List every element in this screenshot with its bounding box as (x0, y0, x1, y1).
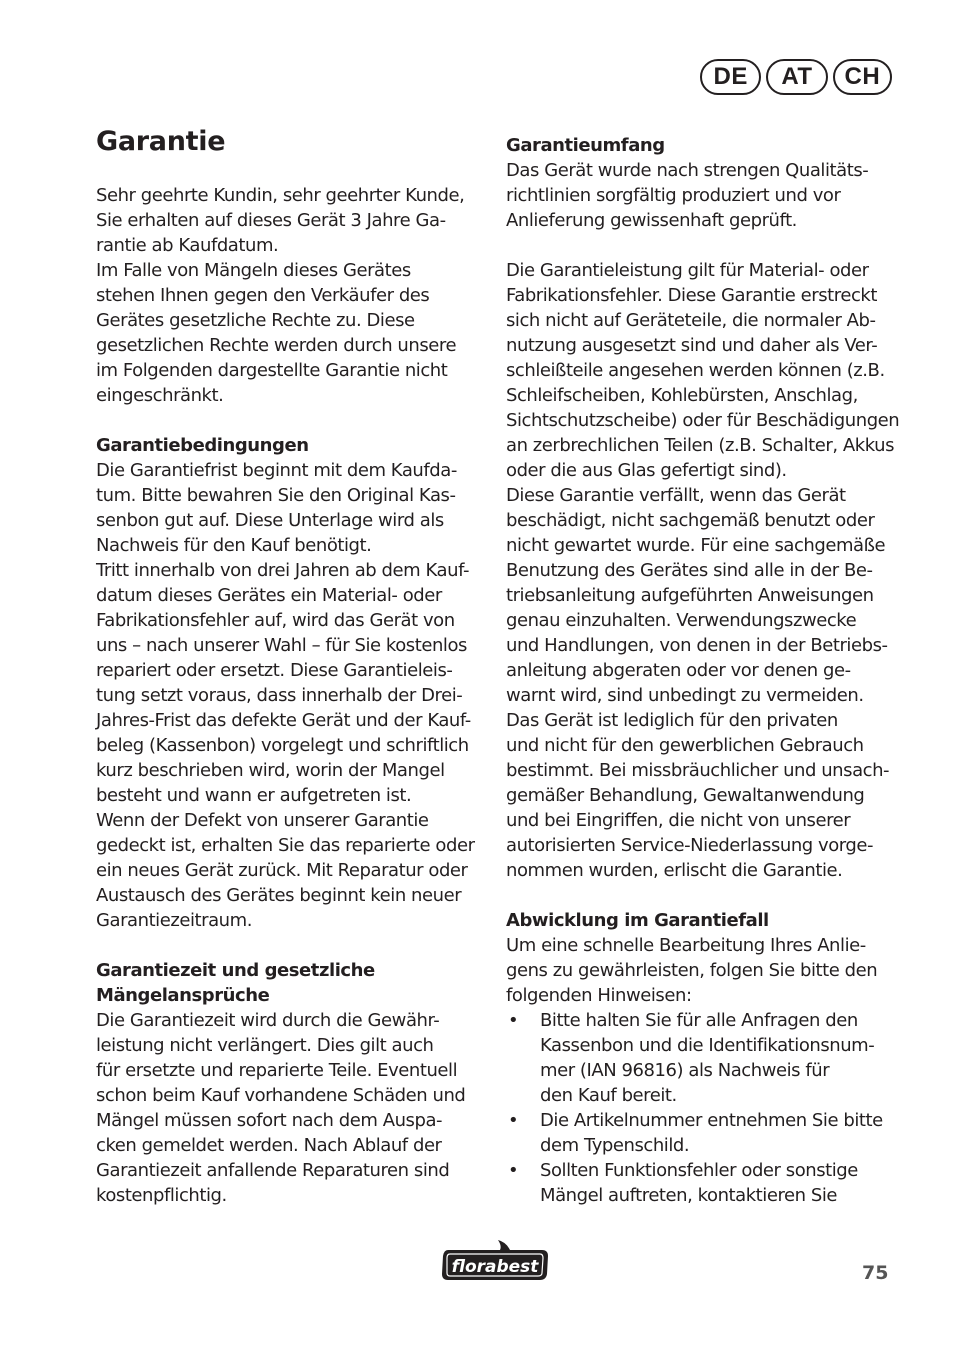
text-line: Diese Garantie verfällt, wenn das Gerät (506, 485, 846, 506)
text-line: Garantiezeitraum. (96, 910, 252, 931)
text-line: ein neues Gerät zurück. Mit Reparatur oder (96, 860, 468, 881)
text-line: an zerbrechlichen Teilen (z.B. Schalter, Akkus (506, 435, 895, 456)
text-line: Sollten Funktionsfehler oder sonstige (540, 1160, 858, 1181)
garantiebedingungen-section (96, 433, 486, 933)
text-line: tum. Bitte bewahren Sie den Original Kas- (96, 485, 456, 506)
text-line: Im Falle von Mängeln dieses Gerätes (96, 260, 411, 281)
text-line: Garantiezeit anfallende Reparaturen sind (96, 1160, 450, 1181)
text-line: oder die aus Glas gefertigt sind). (506, 460, 787, 481)
text-line: anleitung abgeraten oder vor denen ge- (506, 660, 851, 681)
bullet-item (506, 1108, 896, 1158)
text-line: autorisierten Service-Niederlassung vorge- (506, 835, 874, 856)
text-line: Die Garantieleistung gilt für Material- oder (506, 260, 869, 281)
text-line: Das Gerät wurde nach strengen Qualitäts- (506, 160, 869, 181)
text-line: Fabrikationsfehler auf, wird das Gerät von (96, 610, 455, 631)
logo-text: florabest (451, 1257, 539, 1277)
text-line: Nachweis für den Kauf benötigt. (96, 535, 372, 556)
section-heading: Mängelansprüche (96, 985, 270, 1006)
text-line: mer (IAN 96816) als Nachweis für (540, 1060, 830, 1081)
text-line: Anlieferung gewissenhaft geprüft. (506, 210, 797, 231)
text-line: Austausch des Gerätes beginnt kein neuer (96, 885, 462, 906)
text-line: repariert oder ersetzt. Diese Garantieleis- (96, 660, 453, 681)
text-line: schleißteile angesehen werden können (z.B. (506, 360, 885, 381)
text-line: sich nicht auf Geräteteile, die normaler Ab- (506, 310, 876, 331)
text-line: gedeckt ist, erhalten Sie das reparierte oder (96, 835, 475, 856)
text-line: gemäßer Behandlung, Gewaltanwendung (506, 785, 865, 806)
text-line: Schleifscheiben, Kohlebürsten, Anschlag, (506, 385, 858, 406)
text-line: und nicht für den gewerblichen Gebrauch (506, 735, 864, 756)
garantieumfang-details (506, 258, 900, 883)
intro-paragraph (96, 183, 486, 408)
text-line: für ersetzte und reparierte Teile. Eventuell (96, 1060, 458, 1081)
country-badge-de: DE (700, 59, 761, 95)
text-line: kurz beschrieben wird, worin der Mangel (96, 760, 445, 781)
text-line: und Handlungen, von denen in der Betriebs- (506, 635, 888, 656)
text-line: folgenden Hinweisen: (506, 985, 692, 1006)
garantieumfang-section (506, 133, 896, 233)
text-line: Die Garantiefrist beginnt mit dem Kaufda- (96, 460, 457, 481)
text-line: schon beim Kauf vorhandene Schäden und (96, 1085, 466, 1106)
section-heading: Garantieumfang (506, 135, 665, 156)
page-number: 75 (862, 1262, 889, 1284)
country-badge-at: AT (766, 59, 827, 95)
bullet-dot: • (508, 1010, 519, 1031)
section-heading: Abwicklung im Garantiefall (506, 910, 769, 931)
text-line: Die Garantiezeit wird durch die Gewähr- (96, 1010, 440, 1031)
section-heading: Garantiezeit und gesetzliche (96, 960, 375, 981)
text-line: uns – nach unserer Wahl – für Sie kostenlos (96, 635, 467, 656)
text-line: gens zu gewährleisten, folgen Sie bitte den (506, 960, 878, 981)
bullet-item (506, 1008, 896, 1108)
text-line: den Kauf bereit. (540, 1085, 677, 1106)
text-line: Das Gerät ist lediglich für den privaten (506, 710, 838, 731)
text-line: Kassenbon und die Identifikationsnum- (540, 1035, 875, 1056)
text-line: stehen Ihnen gegen den Verkäufer des (96, 285, 430, 306)
text-line: Gerätes gesetzliche Rechte zu. Diese (96, 310, 415, 331)
page-title: Garantie (96, 126, 226, 157)
text-line: cken gemeldet werden. Nach Ablauf der (96, 1135, 442, 1156)
text-line: Bitte halten Sie für alle Anfragen den (540, 1010, 858, 1031)
text-line: leistung nicht verlängert. Dies gilt auch (96, 1035, 434, 1056)
bullet-dot: • (508, 1110, 519, 1131)
text-line: datum dieses Gerätes ein Material- oder (96, 585, 442, 606)
text-line: senbon gut auf. Diese Unterlage wird als (96, 510, 444, 531)
text-line: kostenpflichtig. (96, 1185, 227, 1206)
abwicklung-section (506, 908, 896, 1208)
text-line: Sehr geehrte Kundin, sehr geehrter Kunde, (96, 185, 465, 206)
text-line: Mängel müssen sofort nach dem Auspa- (96, 1110, 443, 1131)
country-badges (700, 59, 892, 95)
text-line: Die Artikelnummer entnehmen Sie bitte (540, 1110, 883, 1131)
section-heading: Garantiebedingungen (96, 435, 309, 456)
text-line: bestimmt. Bei missbräuchlicher und unsach- (506, 760, 890, 781)
text-line: Sie erhalten auf dieses Gerät 3 Jahre Ga- (96, 210, 446, 231)
text-line: tung setzt voraus, dass innerhalb der Drei- (96, 685, 463, 706)
text-line: Fabrikationsfehler. Diese Garantie erstreckt (506, 285, 877, 306)
text-line: Tritt innerhalb von drei Jahren ab dem Kauf- (96, 560, 470, 581)
text-line: nommen wurden, erlischt die Garantie. (506, 860, 843, 881)
text-line: richtlinien sorgfältig produziert und vor (506, 185, 841, 206)
country-badge-ch: CH (833, 59, 892, 95)
florabest-logo (440, 1238, 550, 1284)
text-line: warnt wird, sind unbedingt zu vermeiden. (506, 685, 864, 706)
text-line: und bei Eingriffen, die nicht von unserer (506, 810, 851, 831)
text-line: im Folgenden dargestellte Garantie nicht (96, 360, 448, 381)
text-line: gesetzlichen Rechte werden durch unsere (96, 335, 457, 356)
text-line: eingeschränkt. (96, 385, 224, 406)
text-line: Mängel auftreten, kontaktieren Sie (540, 1185, 838, 1206)
bullet-dot: • (508, 1160, 519, 1181)
text-line: dem Typenschild. (540, 1135, 690, 1156)
text-line: genau einzuhalten. Verwendungszwecke (506, 610, 857, 631)
text-line: beschädigt, nicht sachgemäß benutzt oder (506, 510, 875, 531)
text-line: Um eine schnelle Bearbeitung Ihres Anlie- (506, 935, 866, 956)
text-line: Sichtschutzscheibe) oder für Beschädigungen (506, 410, 900, 431)
text-line: nicht gewartet wurde. Für eine sachgemäße (506, 535, 886, 556)
text-line: Benutzung des Gerätes sind alle in der Be- (506, 560, 873, 581)
text-line: Wenn der Defekt von unserer Garantie (96, 810, 429, 831)
text-line: nutzung ausgesetzt sind und daher als Ver- (506, 335, 878, 356)
garantiezeit-section (96, 958, 486, 1208)
text-line: triebsanleitung aufgeführten Anweisungen (506, 585, 874, 606)
text-line: besteht und wann er aufgetreten ist. (96, 785, 412, 806)
bullet-item (506, 1158, 896, 1208)
text-line: rantie ab Kaufdatum. (96, 235, 279, 256)
text-line: Jahres-Frist das defekte Gerät und der Kauf- (96, 710, 471, 731)
text-line: beleg (Kassenbon) vorgelegt und schriftlich (96, 735, 469, 756)
